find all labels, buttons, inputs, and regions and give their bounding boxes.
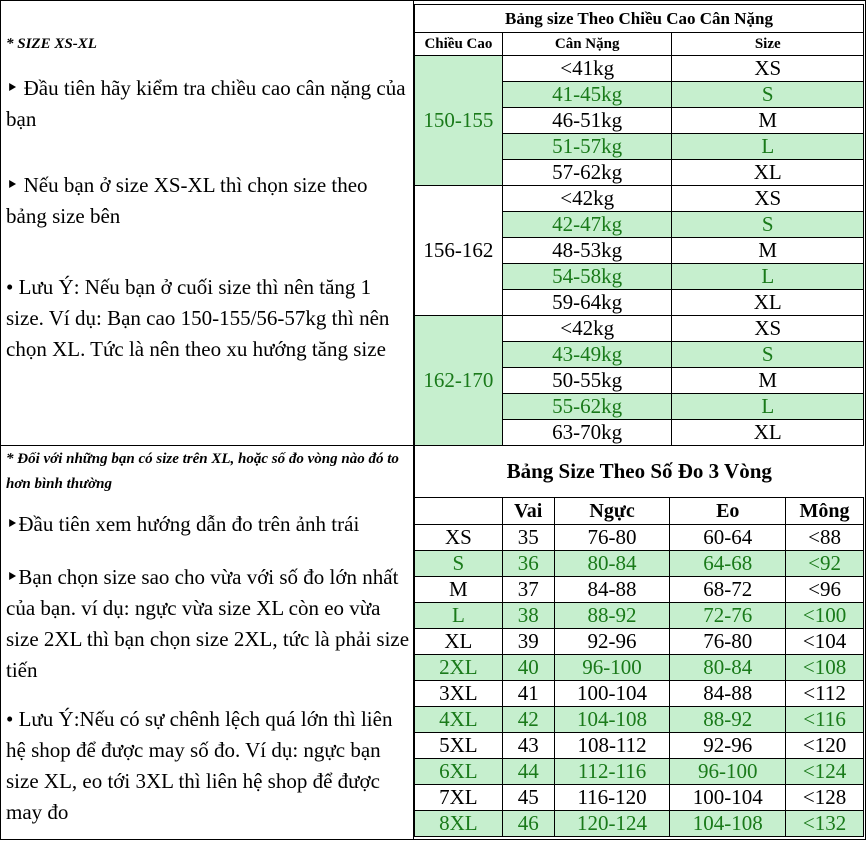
waist-cell: 68-72 [670, 577, 786, 603]
size-cell: S [672, 212, 864, 238]
chest-cell: 112-116 [554, 759, 670, 785]
height-range-cell: 150-155 [415, 56, 503, 186]
left-top-heading: * SIZE XS-XL [6, 36, 97, 52]
table1-header-weight: Cân Nặng [502, 33, 672, 56]
shoulder-cell: 42 [502, 707, 554, 733]
weight-cell: 57-62kg [502, 160, 672, 186]
table2-row [415, 655, 864, 681]
table2-header-chest: Ngực [554, 498, 670, 525]
hip-cell: <120 [786, 733, 864, 759]
shoulder-cell: 43 [502, 733, 554, 759]
table2-row [415, 733, 864, 759]
size-cell: 3XL [415, 681, 503, 707]
waist-cell: 80-84 [670, 655, 786, 681]
chest-cell: 80-84 [554, 551, 670, 577]
weight-cell: 43-49kg [502, 342, 672, 368]
left-top-panel [6, 32, 412, 365]
size-cell: S [415, 551, 503, 577]
hip-cell: <92 [786, 551, 864, 577]
table2-row [415, 707, 864, 733]
table2-header-waist: Eo [670, 498, 786, 525]
weight-cell: <42kg [502, 186, 672, 212]
table2-row [415, 759, 864, 785]
size-cell: S [672, 342, 864, 368]
chest-cell: 120-124 [554, 811, 670, 837]
hip-cell: <100 [786, 603, 864, 629]
size-cell: L [672, 394, 864, 420]
size-cell: M [672, 108, 864, 134]
left-top-para-3: • Lưu Ý: Nếu bạn ở cuối size thì nên tăng 1 size. Ví dụ: Bạn cao 150-155/56-57kg thì nên chọn XL. Tức là nên theo xu hướng tăng size [6, 275, 390, 361]
height-range-cell: 162-170 [415, 316, 503, 446]
chest-cell: 108-112 [554, 733, 670, 759]
shoulder-cell: 46 [502, 811, 554, 837]
table2-header-hip: Mông [786, 498, 864, 525]
left-bottom-para-1: ‣Đầu tiên xem hướng dẫn đo trên ảnh trái [6, 512, 360, 536]
table2-row [415, 785, 864, 811]
size-cell: 2XL [415, 655, 503, 681]
table2-row [415, 603, 864, 629]
size-cell: XL [415, 629, 503, 655]
size-cell: L [672, 134, 864, 160]
shoulder-cell: 41 [502, 681, 554, 707]
table1-header-height: Chiều Cao [415, 33, 503, 56]
height-range-cell: 156-162 [415, 186, 503, 316]
waist-cell: 60-64 [670, 525, 786, 551]
chest-cell: 104-108 [554, 707, 670, 733]
weight-cell: 41-45kg [502, 82, 672, 108]
size-cell: 7XL [415, 785, 503, 811]
table1-row [415, 186, 864, 212]
waist-cell: 64-68 [670, 551, 786, 577]
shoulder-cell: 36 [502, 551, 554, 577]
weight-cell: <41kg [502, 56, 672, 82]
table2-row [415, 811, 864, 837]
size-cell: XS [672, 316, 864, 342]
chest-cell: 84-88 [554, 577, 670, 603]
left-bottom-para-2: ‣Bạn chọn size sao cho vừa với số đo lớn nhất của bạn. ví dụ: ngực vừa size XL còn eo vừa size 2XL thì bạn chọn size 2XL, tức là phải size tiến [6, 565, 410, 682]
shoulder-cell: 39 [502, 629, 554, 655]
waist-cell: 96-100 [670, 759, 786, 785]
size-cell: XS [672, 56, 864, 82]
waist-cell: 76-80 [670, 629, 786, 655]
weight-cell: 50-55kg [502, 368, 672, 394]
hip-cell: <112 [786, 681, 864, 707]
shoulder-cell: 38 [502, 603, 554, 629]
waist-cell: 92-96 [670, 733, 786, 759]
table2-header-shoulder: Vai [502, 498, 554, 525]
size-cell: 4XL [415, 707, 503, 733]
size-cell: M [415, 577, 503, 603]
table2-header-size [415, 498, 503, 525]
waist-cell: 100-104 [670, 785, 786, 811]
size-cell: 8XL [415, 811, 503, 837]
shoulder-cell: 35 [502, 525, 554, 551]
height-weight-size-table [414, 4, 864, 446]
hip-cell: <108 [786, 655, 864, 681]
size-cell: XL [672, 160, 864, 186]
size-cell: L [415, 603, 503, 629]
hip-cell: <132 [786, 811, 864, 837]
chest-cell: 100-104 [554, 681, 670, 707]
table1-row [415, 56, 864, 82]
hip-cell: <116 [786, 707, 864, 733]
table2-row [415, 577, 864, 603]
shoulder-cell: 45 [502, 785, 554, 811]
size-cell: XS [672, 186, 864, 212]
weight-cell: 46-51kg [502, 108, 672, 134]
waist-cell: 72-76 [670, 603, 786, 629]
left-bottom-heading: * Đối với những bạn có size trên XL, hoặc số đo vòng nào đó to hơn bình thường [6, 451, 399, 492]
waist-cell: 104-108 [670, 811, 786, 837]
weight-cell: 55-62kg [502, 394, 672, 420]
hip-cell: <124 [786, 759, 864, 785]
waist-cell: 88-92 [670, 707, 786, 733]
shoulder-cell: 40 [502, 655, 554, 681]
size-cell: M [672, 238, 864, 264]
table2-row [415, 681, 864, 707]
size-cell: 5XL [415, 733, 503, 759]
table2-row [415, 525, 864, 551]
table1-header-size: Size [672, 33, 864, 56]
chest-cell: 116-120 [554, 785, 670, 811]
size-cell: XL [672, 290, 864, 316]
weight-cell: 54-58kg [502, 264, 672, 290]
weight-cell: <42kg [502, 316, 672, 342]
table2-row [415, 629, 864, 655]
measurement-size-table [414, 446, 864, 837]
left-bottom-para-3: • Lưu Ý:Nếu có sự chênh lệch quá lớn thì liên hệ shop để được may số đo. Ví dụ: ngực bạn size XL, eo tới 3XL thì liên hệ shop để được may đo [6, 707, 393, 824]
shoulder-cell: 44 [502, 759, 554, 785]
weight-cell: 48-53kg [502, 238, 672, 264]
size-cell: S [672, 82, 864, 108]
hip-cell: <88 [786, 525, 864, 551]
left-bottom-panel [6, 447, 412, 828]
weight-cell: 59-64kg [502, 290, 672, 316]
hip-cell: <96 [786, 577, 864, 603]
weight-cell: 51-57kg [502, 134, 672, 160]
section-divider [0, 445, 414, 446]
left-top-para-1: ‣ Đầu tiên hãy kiểm tra chiều cao cân nặng của bạn [6, 76, 406, 131]
left-top-para-2: ‣ Nếu bạn ở size XS-XL thì chọn size theo bảng size bên [6, 173, 368, 228]
weight-cell: 63-70kg [502, 420, 672, 446]
chest-cell: 88-92 [554, 603, 670, 629]
size-cell: M [672, 368, 864, 394]
waist-cell: 84-88 [670, 681, 786, 707]
size-cell: XL [672, 420, 864, 446]
table1-row [415, 316, 864, 342]
table1-title: Bảng size Theo Chiều Cao Cân Nặng [415, 5, 864, 33]
size-cell: L [672, 264, 864, 290]
size-cell: XS [415, 525, 503, 551]
chest-cell: 76-80 [554, 525, 670, 551]
size-cell: 6XL [415, 759, 503, 785]
shoulder-cell: 37 [502, 577, 554, 603]
chest-cell: 96-100 [554, 655, 670, 681]
table2-title: Bảng Size Theo Số Đo 3 Vòng [415, 446, 864, 498]
table2-row [415, 551, 864, 577]
chest-cell: 92-96 [554, 629, 670, 655]
hip-cell: <128 [786, 785, 864, 811]
hip-cell: <104 [786, 629, 864, 655]
weight-cell: 42-47kg [502, 212, 672, 238]
